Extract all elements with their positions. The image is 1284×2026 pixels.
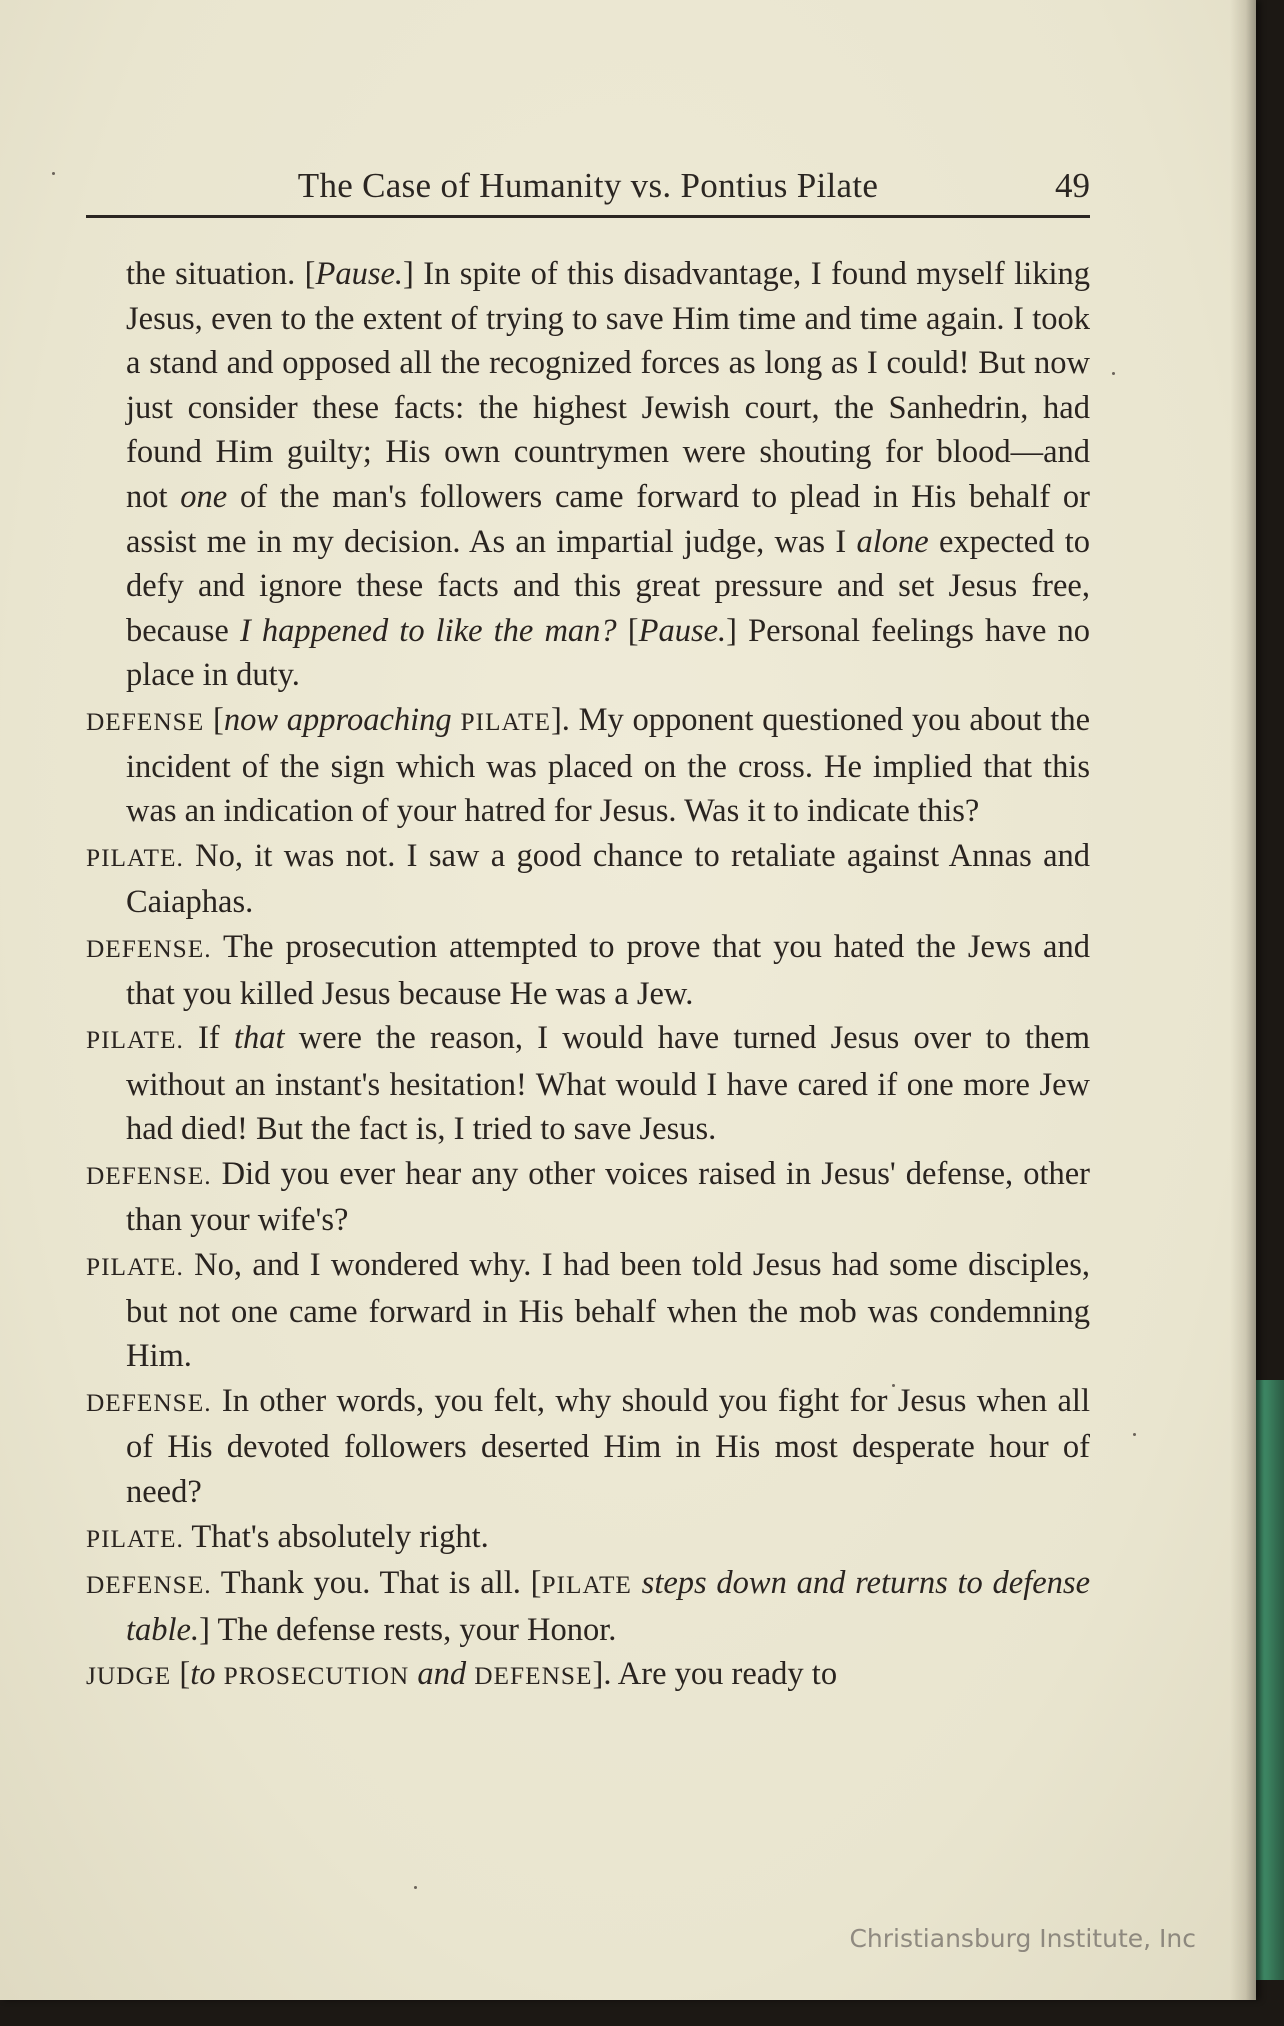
character-ref: PILATE — [541, 1571, 632, 1600]
speaker-name: JUDGE — [86, 1662, 172, 1691]
stage-direction: steps down and returns to defense table. — [126, 1565, 1090, 1648]
text-run: Thank you. That is all. [ — [211, 1565, 542, 1602]
dialogue-defense — [86, 698, 1090, 834]
character-ref: PROSECUTION — [223, 1662, 410, 1691]
text-run: expected to defy and ignore these facts and this great pressure and set Jesus free, because — [126, 523, 1091, 649]
text-run: of the man's followers came forward to plead in His behalf or assist me in my decision. As an impartial judge, was I — [126, 478, 1090, 560]
text-run: ] The defense rests, your Honor. — [199, 1611, 617, 1648]
text-run: the situation. [ — [126, 256, 316, 292]
text-run: No, it was not. I saw a good chance to retaliate against Annas and Caiaphas. — [126, 837, 1090, 921]
stage-direction: to — [190, 1656, 216, 1693]
text-run: That's absolutely right. — [183, 1518, 489, 1555]
stage-direction: Pause. — [638, 612, 727, 649]
dialogue-pilate — [86, 1016, 1090, 1152]
page-edge-shadow — [1230, 0, 1256, 2000]
text-run: [ — [616, 612, 639, 649]
speaker-name: DEFENSE. — [86, 1388, 212, 1417]
page-number: 49 — [1055, 166, 1090, 205]
text-run: ] Personal feelings have no place in duty. — [126, 612, 1090, 694]
paper-speck — [414, 1886, 417, 1889]
text-run: In other words, you felt, why should you fight for Jesus when all of His devoted followers deserted Him in His most desperate hour of need? — [126, 1382, 1090, 1511]
emphasis: I happened to like the man? — [239, 612, 617, 649]
header-rule — [86, 215, 1090, 218]
text-run: were the reason, I would have turned Jesus over to them without an instant's hesitation! What would I have cared if one more Jew had died! But the fact is, I tried to save Jesus. — [126, 1020, 1090, 1148]
page-body — [86, 252, 1090, 1699]
character-ref: PILATE — [460, 707, 551, 736]
emphasis: alone — [856, 523, 929, 560]
emphasis: that — [233, 1020, 285, 1057]
dialogue-pilate — [86, 834, 1090, 925]
text-run — [216, 1656, 224, 1692]
paragraph-continuation — [86, 252, 1090, 698]
text-run: ]. Are you ready to — [592, 1656, 838, 1693]
text-run: ] In spite of this disadvantage, I found myself liking Jesus, even to the extent of trying to save Him time and time again. I took a stand and opposed all the recognized forces as long as I could! But now just consider these facts: the highest Jewish court, the Sanhedrin, had found Him guilty; His own countrymen were shouting for blood—and not — [126, 256, 1090, 515]
text-run — [632, 1565, 642, 1601]
running-head — [86, 162, 1090, 214]
watermark: Christiansburg Institute, Inc — [849, 1924, 1196, 1953]
speaker-name: PILATE. — [86, 843, 184, 872]
paper-speck — [1133, 1433, 1136, 1436]
text-run: The prosecution attempted to prove that you hated the Jews and that you killed Jesus because He was a Jew. — [126, 928, 1090, 1012]
text-run: ]. My opponent questioned you about the incident of the sign which was placed on the cross. He implied that this was an indication of your hatred for Jesus. Was it to indicate this? — [126, 701, 1091, 830]
dialogue-defense — [86, 1561, 1090, 1652]
stage-direction: Pause. — [315, 256, 404, 292]
text-run: Did you ever hear any other voices raised in Jesus' defense, other than your wife's? — [126, 1155, 1090, 1239]
running-head-title: The Case of Humanity vs. Pontius Pilate — [297, 166, 879, 205]
character-ref: DEFENSE — [474, 1662, 593, 1691]
speaker-name: DEFENSE. — [86, 934, 212, 963]
text-run: No, and I wondered why. I had been told Jesus had some disciples, but not one came forward in His behalf when the mob was condemning Him. — [126, 1247, 1090, 1375]
dialogue-judge — [86, 1652, 1090, 1699]
dialogue-defense — [86, 1152, 1090, 1243]
speaker-name: DEFENSE — [86, 707, 205, 736]
paper-speck — [52, 172, 55, 175]
stage-direction: now approaching — [223, 701, 452, 738]
speaker-name: DEFENSE. — [86, 1161, 212, 1190]
dialogue-defense — [86, 1379, 1090, 1515]
speaker-name: PILATE. — [86, 1253, 184, 1282]
dialogue-defense — [86, 925, 1090, 1016]
paper-speck — [1112, 372, 1115, 375]
speaker-name: DEFENSE. — [86, 1571, 212, 1600]
speaker-name: PILATE. — [86, 1524, 184, 1553]
text-run: [ — [171, 1656, 191, 1693]
dialogue-pilate — [86, 1243, 1090, 1379]
stage-direction: and — [417, 1656, 467, 1693]
speaker-name: PILATE. — [86, 1026, 184, 1055]
dialogue-pilate — [86, 1515, 1090, 1562]
emphasis: one — [180, 478, 228, 515]
text-run: [ — [204, 701, 224, 738]
text-run: If — [183, 1020, 234, 1057]
